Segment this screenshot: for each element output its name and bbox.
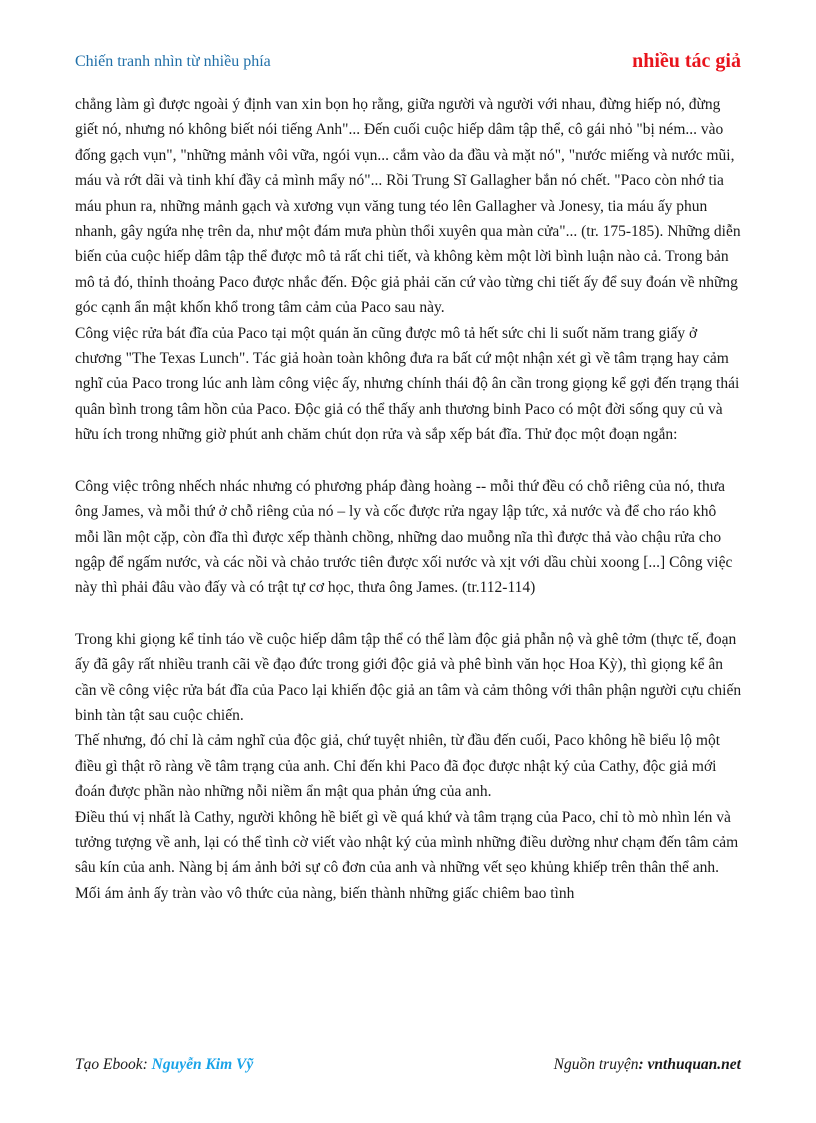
page-body — [75, 92, 743, 906]
creator-name: Nguyễn Kim Vỹ — [151, 1056, 254, 1073]
source-separator: : — [638, 1056, 648, 1073]
paragraph-gap — [75, 601, 743, 627]
ebook-creator — [75, 1056, 253, 1074]
paragraph: Thế nhưng, đó chỉ là cảm nghĩ của độc giả, chứ tuyệt nhiên, từ đầu đến cuối, Paco không hề biểu lộ một điều gì thật rõ ràng về tâm trạng của anh. Chỉ đến khi Paco đã đọc được nhật ký của Cathy, độc giả mới đoán được phần nào những nỗi niềm ẩn mật qua phản ứng của anh. — [75, 732, 721, 801]
paragraph: Trong khi giọng kể tỉnh táo về cuộc hiếp dâm tập thể có thể làm độc giả phẫn nộ và ghê tởm (thực tế, đoạn ấy đã gây rất nhiều tranh cãi về đạo đức trong giới độc giả và phê bình văn học Hoa Kỳ), thì giọng kể ân cần về công việc rửa bát đĩa của Paco lại khiến độc giả an tâm và cảm thông với thân phận người cựu chiến binh tàn tật sau cuộc chiến. — [75, 630, 742, 724]
paragraph-gap — [75, 448, 743, 474]
story-source — [554, 1056, 741, 1074]
creator-separator: : — [142, 1056, 152, 1073]
book-title: Chiến tranh nhìn từ nhiều phía — [75, 53, 271, 70]
page-header — [75, 50, 741, 78]
author-name: nhiều tác giả — [632, 50, 741, 72]
paragraph: Công việc rửa bát đĩa của Paco tại một quán ăn cũng được mô tả hết sức chi li suốt năm trang giấy ở chương "The Texas Lunch". Tác giả hoàn toàn không đưa ra bất cứ một nhận xét gì về tâm trạng hay cảm nghĩ của Paco trong lúc anh làm công việc ấy, nhưng chính thái độ ân cần trong giọng kể gợi đến trạng thái quân bình trong tâm hồn của Paco. Độc giả có thể thấy anh thương binh Paco có một đời sống quy củ và hữu ích trong những giờ phút anh chăm chút dọn rửa và sắp xếp bát đĩa. Thử đọc một đoạn ngắn: — [75, 324, 740, 444]
paragraph: chẳng làm gì được ngoài ý định van xin bọn họ rằng, giữa người và người với nhau, đừng hiếp nó, đừng giết nó, nhưng nó không biết nói tiếng Anh"... Đến cuối cuộc hiếp dâm tập thể, cô gái nhỏ "bị ném... vào đống gạch vụn", "những mảnh vôi vữa, ngói vụn... cắm vào da đầu và mặt nó", "nước miếng và nước mũi, máu và rớt dãi và tinh khí đầy cả mình mẩy nó"... Rồi Trung Sĩ Gallagher bắn nó chết. "Paco còn nhớ tia máu phun ra, những mảnh gạch và xương vụn văng tung téo lên Gallagher và Jonesy, tia máu ấy phun nhanh, gây ngứa nhẹ trên da, như một đám mưa phùn thổi xuyên qua màn cửa"... (tr. 175-185). Những diễn biến của cuộc hiếp dâm tập thể được mô tả rất chi tiết, và không kèm một lời bình luận nào cả. Trong bản mô tả đó, thỉnh thoảng Paco được nhắc đến. Độc giả phải căn cứ vào từng chi tiết ấy để suy đoán về những góc cạnh ẩn mật khốn khổ trong tâm cảm của Paco sau này. — [75, 96, 741, 317]
source-label: Nguồn truyện — [553, 1056, 639, 1073]
source-name: vnthuquan.net — [647, 1056, 741, 1073]
quotation: Công việc trông nhếch nhác nhưng có phương pháp đàng hoàng -- mỗi thứ đều có chỗ riêng của nó, thưa ông James, và mỗi thứ ở chỗ riêng của nó – ly và cốc được rửa ngay lập tức, xả nước và để cho ráo khô mỗi lần một cặp, còn đĩa thì được xếp thành chồng, những dao muỗng nĩa thì được thả vào chậu rửa cho ngập để ngấm nước, và các nồi và chảo trước tiên được xối nước và xịt với dầu chùi xoong [...] Công việc này thì phải đâu vào đấy và có trật tự cơ học, thưa ông James. (tr.112-114) — [75, 477, 733, 597]
paragraph: Điều thú vị nhất là Cathy, người không hề biết gì về quá khứ và tâm trạng của Paco, chỉ tò mò nhìn lén và tưởng tượng về anh, lại có thể tình cờ viết vào nhật ký của mình những điều dường như chạm đến tâm cảm sâu kín của anh. Nàng bị ám ảnh bởi sự cô đơn của anh và những vết sẹo khủng khiếp trên thân thể anh. Mối ám ảnh ấy tràn vào vô thức của nàng, biến thành những giấc chiêm bao tình — [75, 808, 739, 902]
page-footer — [75, 1056, 741, 1078]
creator-label: Tạo Ebook — [75, 1056, 143, 1073]
